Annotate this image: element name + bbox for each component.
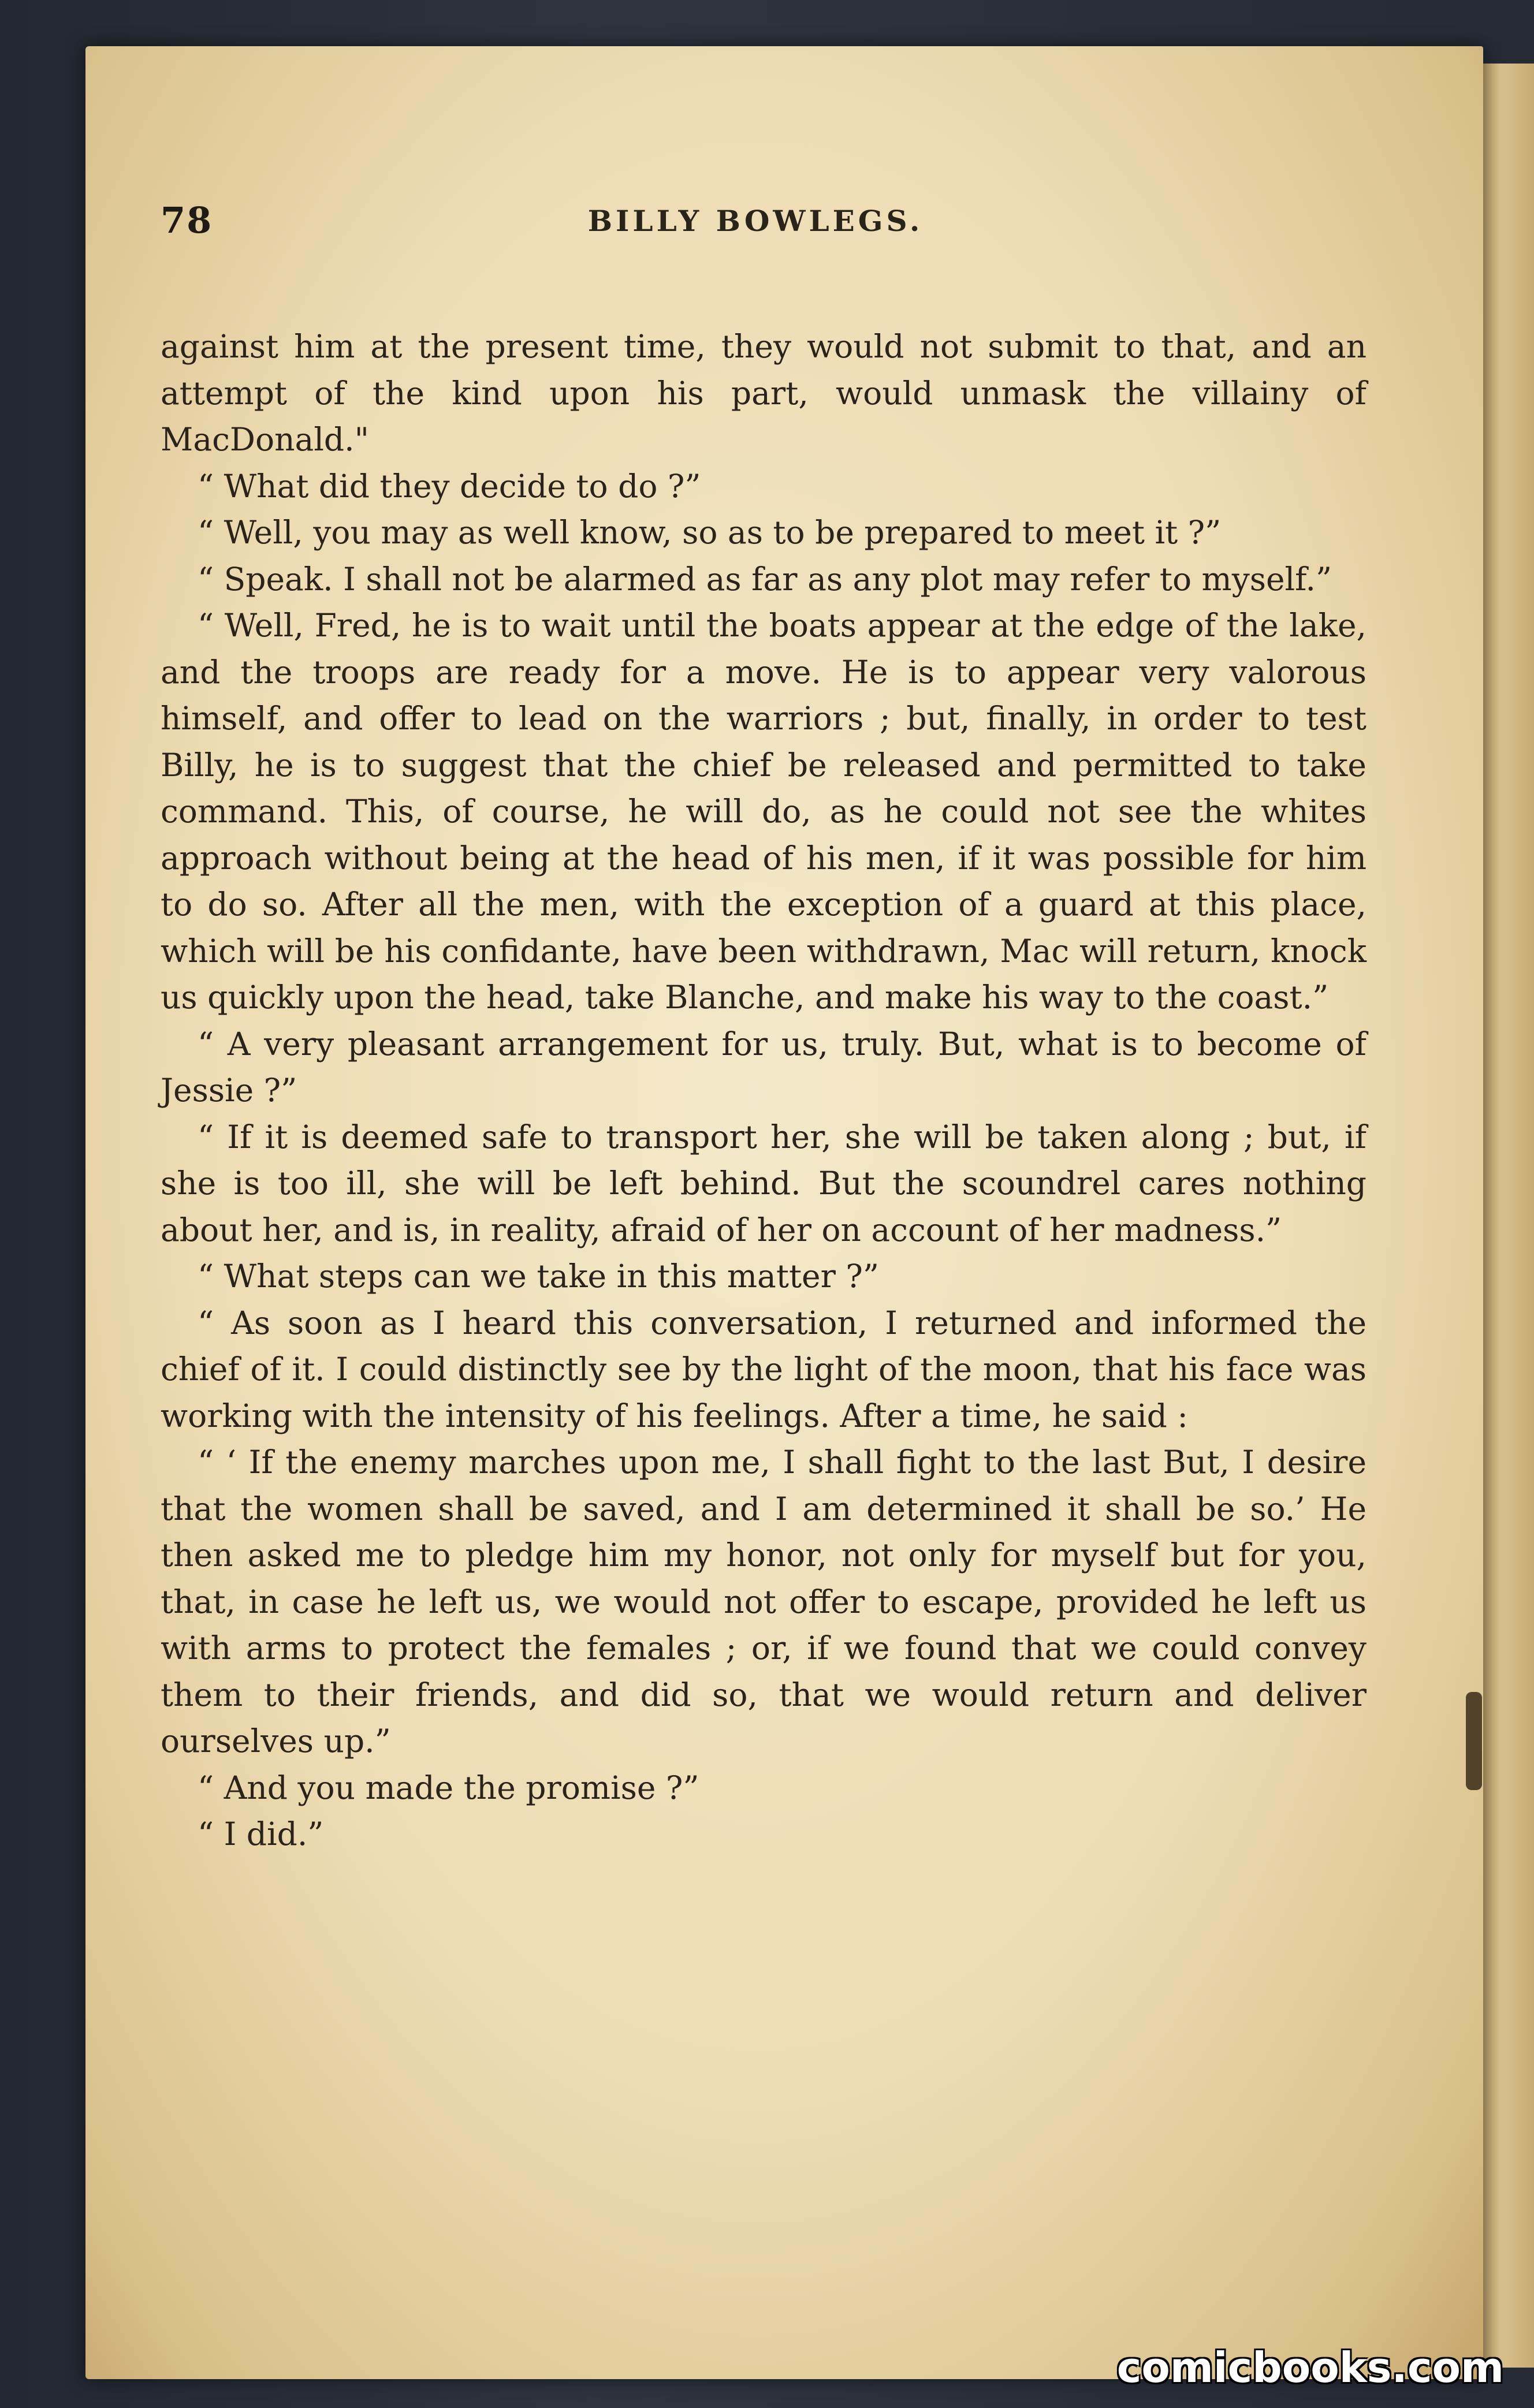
paragraph: “ ‘ If the enemy marches upon me, I shall fight to the last But, I desire that the women shall be saved, and I am determined it shall be so.’ He then asked me to pledge him my honor, not only for myself but for you, that, in case he left us, we would not offer to escape, provided he left us with arms to protect the females ; or, if we found that we could convey them to their friends, and did so, that we would return and deliver ourselves up.” — [161, 1444, 1367, 1760]
paragraph: “ Well, you may as well know, so as to be prepared to meet it ?” — [198, 514, 1222, 551]
paragraph: “ If it is deemed safe to transport her, she will be taken along ; but, if she is too ill, she will be left behind. But the scoundrel cares nothing about her, and is, in reality, afraid of her on account of her madness.” — [161, 1118, 1367, 1248]
book-page — [85, 46, 1483, 2379]
paragraph: “ Well, Fred, he is to wait until the boats appear at the edge of the lake, and the troops are ready for a move. He is to appear very valorous himself, and offer to lead on the warriors ; but, finally, in order to test Billy, he is to suggest that the chief be released and permitted to take command. This, of course, he will do, as he could not see the whites approach without being at the head of his men, if it was possible for him to do so. After all the men, with the exception of a guard at this place, which will be his confidante, have been withdrawn, Mac will return, knock us quickly upon the head, take Blanche, and make his way to the coast.” — [161, 607, 1367, 1016]
page-number: 78 — [161, 199, 213, 241]
paragraph: “ I did.” — [198, 1816, 324, 1852]
watermark: comicbooks.com — [1116, 2343, 1504, 2392]
paragraph: “ A very pleasant arrangement for us, truly. But, what is to become of Jessie ?” — [161, 1025, 1367, 1109]
body-text — [161, 323, 1367, 1858]
facing-page-edge — [1479, 64, 1534, 2368]
paragraph: “ As soon as I heard this conversation, I returned and informed the chief of it. I could distinctly see by the light of the moon, that his face was working with the intensity of his feelings. After a time, he said : — [161, 1304, 1367, 1434]
paragraph: “ Speak. I shall not be alarmed as far as any plot may refer to myself.” — [198, 560, 1332, 598]
paragraph: “ What did they decide to do ?” — [198, 467, 701, 505]
paragraph: “ What steps can we take in this matter ?” — [198, 1258, 879, 1295]
page-header — [161, 199, 1408, 263]
running-head: BILLY BOWLEGS. — [587, 204, 924, 238]
paragraph: against him at the present time, they would not submit to that, and an attempt of the kind upon his part, would unmask the villainy of MacDonald." — [161, 328, 1367, 458]
paragraph: “ And you made the promise ?” — [198, 1769, 699, 1806]
page-tear — [1466, 1692, 1482, 1790]
